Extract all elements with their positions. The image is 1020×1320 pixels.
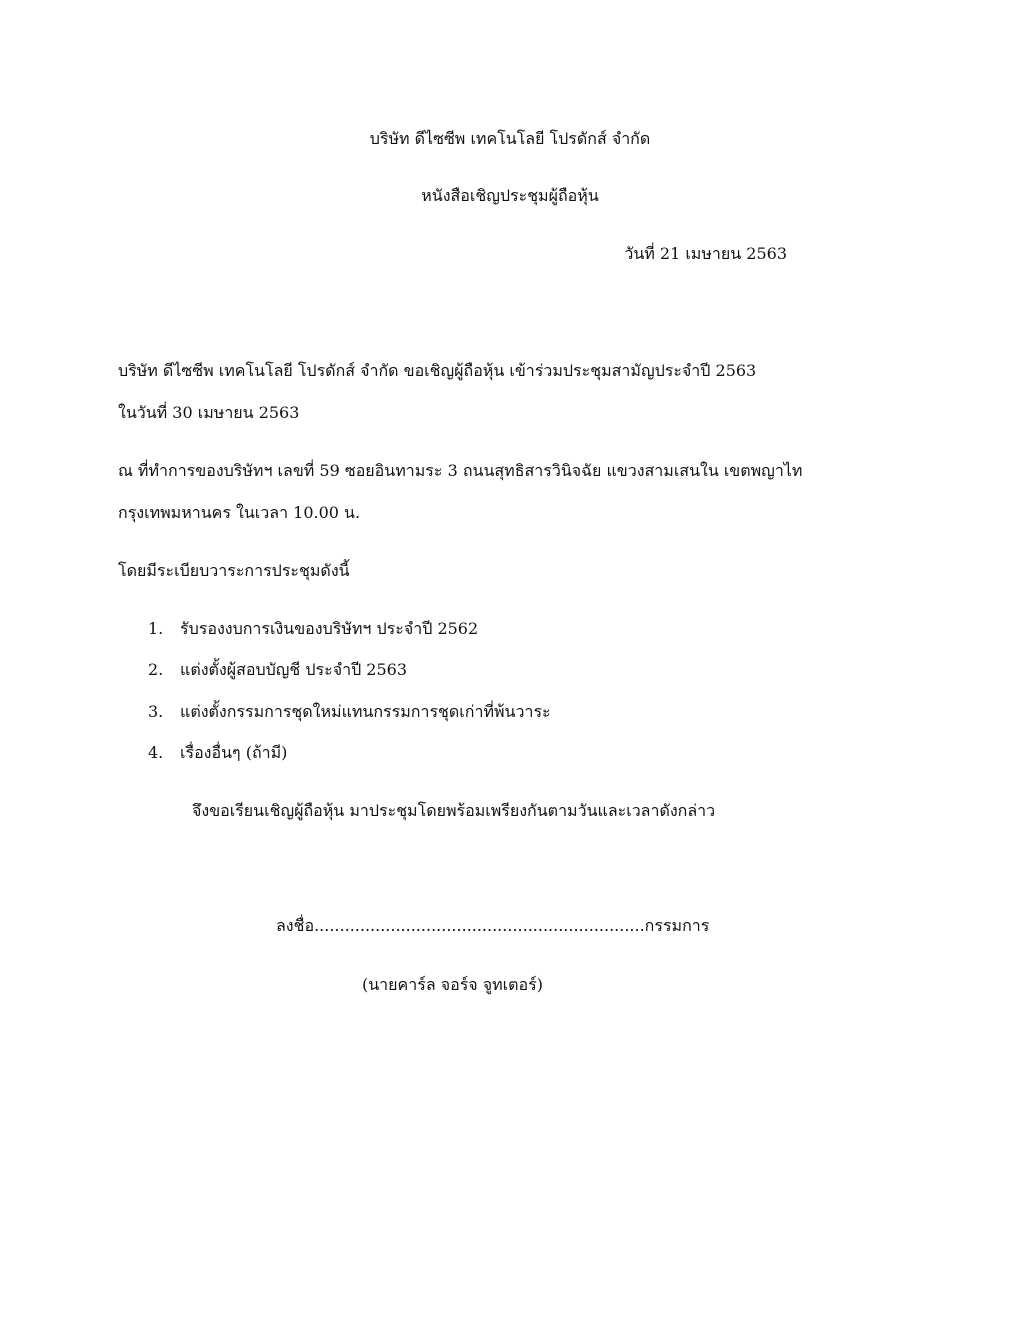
agenda-item bbox=[148, 701, 551, 723]
location-line-1: ณ ที่ทำการของบริษัทฯ เลขที่ 59 ซอยอินทามระ 3 ถนนสุทธิสารวินิจฉัย แขวงสามเสนใน เขตพญาไท bbox=[118, 461, 803, 480]
agenda-item-number: 2. bbox=[148, 660, 164, 679]
agenda-item-text: แต่งตั้งผู้สอบบัญชี ประจำปี 2563 bbox=[180, 660, 408, 679]
agenda-item-number: 4. bbox=[148, 743, 164, 762]
signatory-name: (นายคาร์ล จอร์จ จูทเตอร์) bbox=[362, 975, 543, 994]
document-date: วันที่ 21 เมษายน 2563 bbox=[624, 244, 787, 263]
closing-paragraph: จึงขอเรียนเชิญผู้ถือหุ้น มาประชุมโดยพร้อมเพรียงกันตามวันและเวลาดังกล่าว bbox=[192, 801, 716, 820]
intro-line-1: บริษัท ดีไซซีพ เทคโนโลยี โปรดักส์ จำกัด ขอเชิญผู้ถือหุ้น เข้าร่วมประชุมสามัญประจำปี 2563 bbox=[118, 361, 757, 380]
agenda-item-number: 1. bbox=[148, 619, 164, 638]
agenda-item bbox=[148, 742, 287, 764]
intro-line-2: ในวันที่ 30 เมษายน 2563 bbox=[118, 403, 300, 422]
agenda-item bbox=[148, 618, 478, 640]
agenda-item-text: เรื่องอื่นๆ (ถ้ามี) bbox=[180, 743, 288, 762]
agenda-heading: โดยมีระเบียบวาระการประชุมดังนี้ bbox=[118, 561, 350, 580]
document-title: หนังสือเชิญประชุมผู้ถือหุ้น bbox=[421, 186, 599, 205]
signature-line: ลงชื่อ.................................................................กรรมการ bbox=[276, 916, 710, 935]
agenda-item bbox=[148, 659, 407, 681]
agenda-item-text: แต่งตั้งกรรมการชุดใหม่แทนกรรมการชุดเก่าที่พ้นวาระ bbox=[180, 702, 551, 721]
company-name: บริษัท ดีไซซีพ เทคโนโลยี โปรดักส์ จำกัด bbox=[369, 129, 651, 148]
agenda-item-text: รับรองงบการเงินของบริษัทฯ ประจำปี 2562 bbox=[180, 619, 479, 638]
agenda-item-number: 3. bbox=[148, 702, 164, 721]
location-line-2: กรุงเทพมหานคร ในเวลา 10.00 น. bbox=[118, 503, 361, 522]
